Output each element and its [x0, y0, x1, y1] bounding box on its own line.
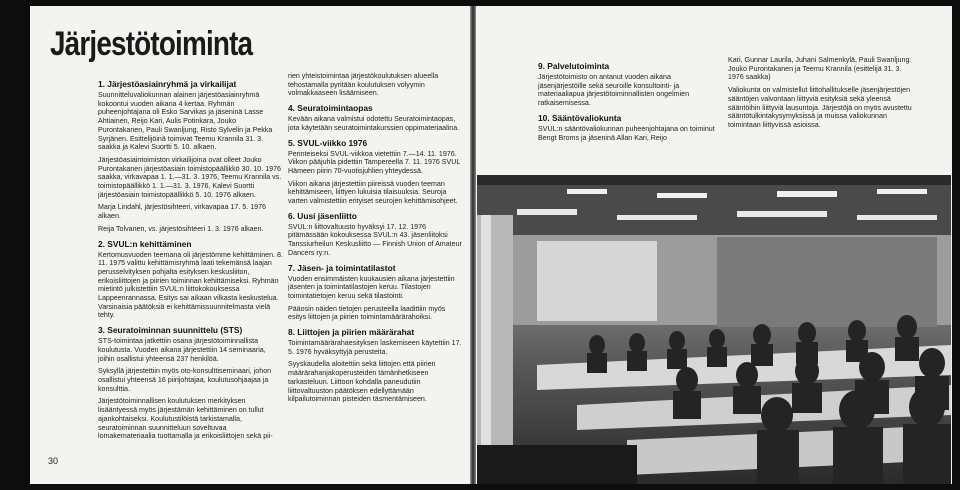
right-column-2	[728, 56, 914, 134]
paragraph: Viikon aikana järjestettiin piireissä vuoden teeman kehittämiseen, liittyen lukuisia tilaisuuksia. Seuroja varten valmistettiin erityiset seurojen kehittämisohjeet.	[288, 179, 458, 206]
section-heading: 10. Sääntövaliokunta	[538, 112, 622, 123]
left-column-2	[288, 72, 464, 408]
paragraph: Järjestötoimisto on antanut vuoden aikana jäsenjärjestöille sekä seuroille konsultointi- ja materiaaliapua järjestötoiminnallisten ongelmien ratkaisemisessa.	[538, 73, 690, 108]
paragraph: Järjestötoiminnallisen koulutuksen merkityksen lisääntyessä myös järjestämän kehittäminen on tullut ajankohtaiseksi. Koulutustilöistä tarkistamalla, seuratoiminnan suunnitteluun soveltuvaa lomakemateriaalia tuottamalla ja erikoisliittojen sekä pii-	[98, 397, 273, 441]
section-heading: 5. SVUL-viikko 1976	[288, 137, 368, 148]
paragraph: Syyskaudella aloitettiin sekä liittojen että piirien määrärahanjakoperusteiden tämänhetkiseen tarkasteluun. Liittoon kohdalla paneudutiin liittovaltuuston päätöksen edellyttämään kilpailutoiminnan pisteiden täsmentämiseen.	[288, 360, 436, 404]
paragraph: Syksyllä järjestettiin myös oto-konsulttiseminaari, johon osallistui yhteensä 16 piirijohtajaa, koulutusohjaajaa ja konsulttia.	[98, 367, 272, 393]
paragraph: Marja Lindahl, järjestösihteeri, virkavapaa 17. 5. 1976 alkaen.	[98, 203, 266, 221]
paragraph: Pääosin näiden tietojen perusteella laadittiin myös esitys liittojen ja piirien toimintamäärärahoiksi.	[288, 304, 446, 322]
paragraph: Vuoden ensimmäisten kuukausien aikana järjestettiin jäsenten ja toimintatilastojen keruu. Tilastojen toimintatietojen keruu sekä tilastointi.	[288, 274, 455, 300]
section-heading: 8. Liittojen ja piirien määrärahat	[288, 327, 415, 338]
paragraph: Perinteiseksi SVUL-viikkoa vietettiin 7.—14. 11. 1976. Viikon pääjuhla pidettiin Tampereella 7. 11. 1976 SVUL Hämeen piirin 70-vuotisjuhlien yhteydessä.	[288, 149, 461, 175]
paragraph: STS-toimintaa jatkettiin osana järjestötoiminnallista koulutusta. Vuoden aikana järjestettiin 14 seminaaria, joihin osallistui yhteensä 237 henkilöä.	[98, 337, 266, 363]
paragraph: Kertomusvuoden teemana oli järjestömme kehittäminen. 8. 11. 1975 valittu kehittämisryhmä laati tekemänsä laajan perusselvityksen pohjalta esityksen keskusliiton, erikoisliittojen ja piirien toiminnan kehittämiseksi. Ryhmän mietintö julkistettiin SVUL:n liittokokouksessa Lappeenrannassa. Esitys sai aikaan vilkasta keskustelua. Varsinaisia päätöksiä ei kehittämissuunnitelmasta vielä tehty.	[98, 250, 283, 320]
page-number: 30	[48, 456, 59, 466]
right-column-1	[538, 56, 718, 146]
paragraph: Järjestöasiaintoimiston virkailijoina ovat olleet Jouko Purontakanen järjestöasiain toimistopäällikkö 30. 10. 1976 saakka, virkavapaa 1. 1.—31. 3. 1976, Teemu Krannila vs. toimistopäällikkö 1. 1.—31. 3. 1976, Kalevi Suortti järjestöasiain toimistopäällikkö 5. 10. 1976 alkaen.	[98, 155, 282, 199]
section-heading: 9. Palvelutoiminta	[538, 61, 610, 71]
paragraph: Kevään aikana valmistui odotettu Seuratoimintaopas, jota käytetään seuratoimintakurssien oppimateriaalina.	[288, 115, 460, 132]
paragraph: Suunnitteluvaliokunnan alainen järjestöasiainryhmä kokoontui vuoden aikana 4 kertaa. Ryhmän puheenjohtajana oli Esko Sarvikas ja jäseninä Lasse Ahtiainen, Reijo Kari, Aulis Potinkara, Jouko Purontakanen, Pauli Swanljung, Risto Sylvelin ja Pekka Syrjänen. Esittelijöinä toimivat Teemu Krannila 31. 3. saakka ja Kalevi Suortti 5. 10. alkaen.	[98, 91, 273, 152]
section-heading: 4. Seuratoimintaopas	[288, 103, 373, 114]
page-title: Järjestötoiminta	[50, 25, 253, 63]
paragraph: SVUL:n sääntövaliokunnan puheenjohtajana on toiminut Bengt Broms ja jäseninä Allan Kari, Reijo	[538, 124, 715, 142]
paragraph: SVUL:n liittovaltuusto hyväksyi 17. 12. 1976 pitämässään kokouksessa SVUL:n 43. jäsenliitoksi Tanssiurheilun Keskusliitto — Finnish Union of Amateur Dancers ry:n.	[288, 222, 462, 257]
right-page	[476, 6, 952, 484]
paragraph: Kari, Gunnar Laurila, Juhani Salmenkylä, Pauli Swanljung. Jouko Purontakanen ja Teemu Krannila (esittelijä 31. 3. 1976 saakka)	[728, 56, 912, 82]
photo-icon	[477, 175, 951, 484]
meeting-photo	[477, 175, 951, 484]
section-heading: 1. Järjestöasiainryhmä ja virkailijat	[98, 79, 237, 89]
paragraph: Valiokunta on valmistellut liittohallitukselle jäsenjärjestöjen sääntöjen valvontaan liittyviä esityksiä sekä yleensä sääntöihin liittyviä lausuntoja. Järjestöjä on myös avustettu sääntötulkintakysymyksissä ja muissa valiokunnan toimintaan liittyvissä asioissa.	[728, 86, 912, 129]
paragraph: Reija Tolvanen, vs. järjestösihteeri 1. 3. 1976 alkaen.	[98, 224, 264, 233]
section-heading: 6. Uusi jäsenliitto	[288, 210, 357, 221]
section-heading: 7. Jäsen- ja toimintatilastot	[288, 262, 396, 273]
left-column-1	[98, 74, 284, 445]
left-page	[30, 6, 470, 484]
paragraph: rien yhteistoimintaa järjestökoulutuksen alueella tehostamalla pyritään koulutuksen volyymin volmakkaaseen lisäämiseen.	[288, 72, 439, 98]
section-heading: 3. Seuratoiminnan suunnittelu (STS)	[98, 325, 243, 336]
paragraph: Toimintamäärärahaesityksen laskemiseen käytettiin 17. 5. 1976 hyväksyttyjä perusteita.	[288, 339, 462, 356]
section-heading: 2. SVUL:n kehittäminen	[98, 238, 192, 249]
